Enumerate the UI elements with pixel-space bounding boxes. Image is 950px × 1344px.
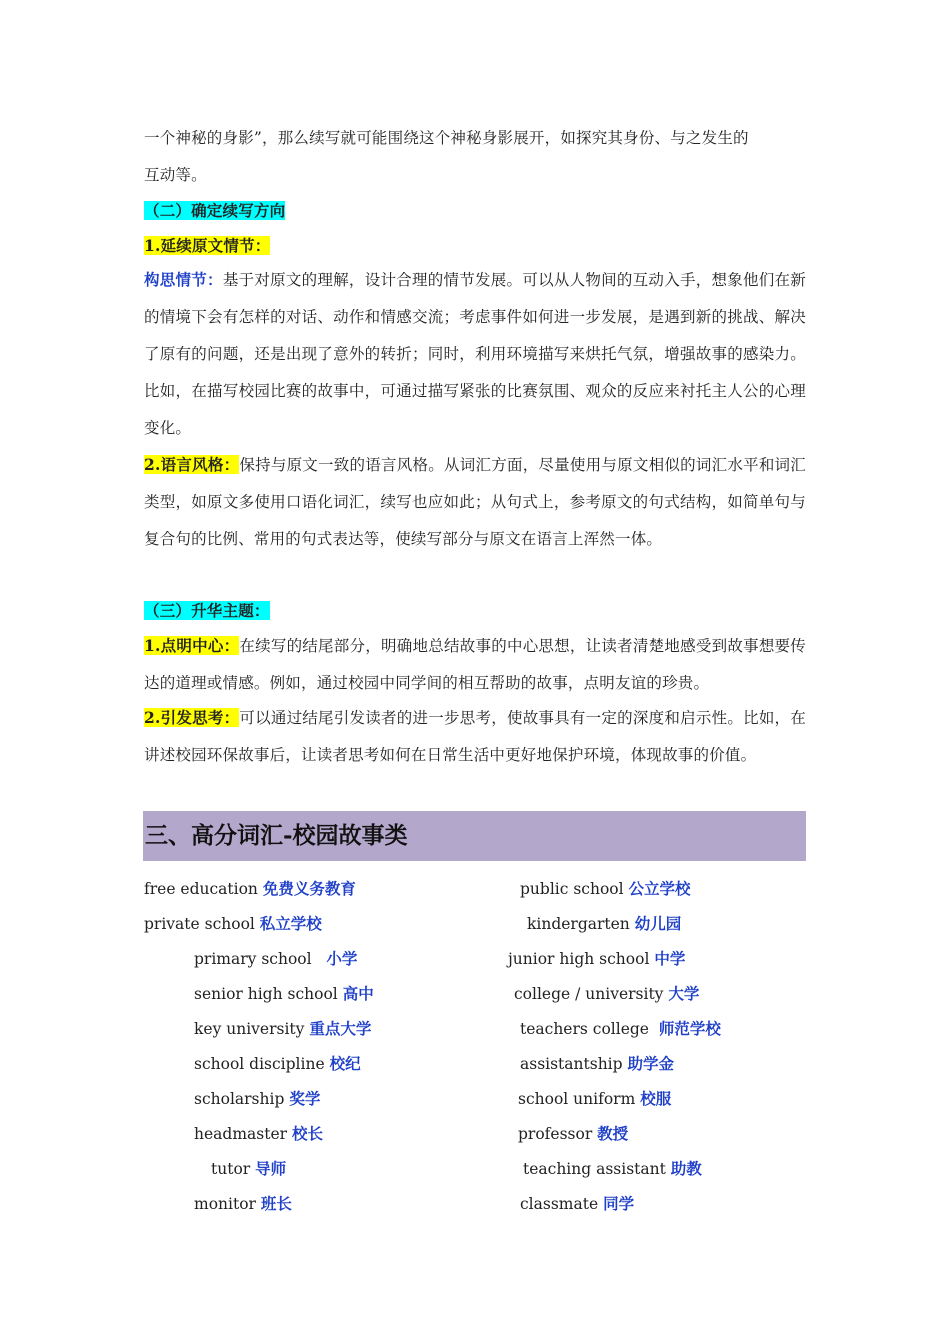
section-2-item-1-label: 1.延续原文情节： <box>144 236 271 255</box>
vocab-item: monitor 班长 <box>194 1194 292 1213</box>
plot-paragraph <box>144 261 806 447</box>
intro-line-2: 互动等。 <box>144 166 207 184</box>
vocab-item: private school 私立学校 <box>144 914 322 933</box>
plot-sub-label: 构思情节： <box>144 270 223 289</box>
theme-center-label: 1.点明中心： <box>144 636 240 655</box>
vocab-item: kindergarten 幼儿园 <box>527 914 682 933</box>
vocab-item: junior high school 中学 <box>508 949 686 968</box>
plot-text: 基于对原文的理解，设计合理的情节发展。可以从人物间的互动入手，想象他们在新的情境下会有怎样的对话、动作和情感交流；考虑事件如何进一步发展，是遇到新的挑战、解决了原有的问题，还是出现了意外的转折；同时，利用环境描写来烘托气氛，增强故事的感染力。比如，在描写校园比赛的故事中，可通过描写紧张的比赛氛围、观众的反应来衬托主人公的心理变化。 <box>144 271 806 437</box>
provoke-thought-label: 2.引发思考： <box>144 708 240 727</box>
language-style-text: 保持与原文一致的语言风格。从词汇方面，尽量使用与原文相似的词汇水平和词汇类型，如原文多使用口语化词汇，续写也应如此；从句式上，参考原文的句式结构，如简单句与复合句的比例、常用的句式表达等，使续写部分与原文在语言上浑然一体。 <box>144 456 807 548</box>
vocab-item: college / university 大学 <box>514 984 700 1003</box>
vocab-item: primary school 小学 <box>194 949 358 968</box>
vocab-item: teachers college 师范学校 <box>520 1019 721 1038</box>
vocab-heading-bar <box>143 811 806 861</box>
vocab-item: headmaster 校长 <box>194 1124 323 1143</box>
theme-center-text: 在续写的结尾部分，明确地总结故事的中心思想，让读者清楚地感受到故事想要传达的道理或情感。例如，通过校园中同学间的相互帮助的故事，点明友谊的珍贵。 <box>144 637 807 692</box>
intro-line-1: 一个神秘的身影”，那么续写就可能围绕这个神秘身影展开，如探究其身份、与之发生的 <box>144 129 749 147</box>
theme-center-paragraph <box>144 627 806 702</box>
vocab-item: free education 免费义务教育 <box>144 879 356 898</box>
section-2-heading: （二）确定续写方向 <box>144 201 286 220</box>
provoke-thought-paragraph <box>144 699 806 774</box>
vocab-item: assistantship 助学金 <box>520 1054 675 1073</box>
vocab-item: school uniform 校服 <box>518 1089 672 1108</box>
language-style-label: 2.语言风格： <box>144 455 240 474</box>
vocab-item: school discipline 校纪 <box>194 1054 361 1073</box>
vocab-item: classmate 同学 <box>520 1194 635 1213</box>
vocab-item: teaching assistant 助教 <box>523 1159 702 1178</box>
provoke-thought-text: 可以通过结尾引发读者的进一步思考，使故事具有一定的深度和启示性。比如，在讲述校园环保故事后，让读者思考如何在日常生活中更好地保护环境，体现故事的价值。 <box>144 709 807 764</box>
vocab-item: key university 重点大学 <box>194 1019 372 1038</box>
vocab-item: public school 公立学校 <box>520 879 691 898</box>
vocab-item: professor 教授 <box>518 1124 629 1143</box>
section-3-heading: （三）升华主题： <box>144 601 270 620</box>
vocab-item: senior high school 高中 <box>194 984 374 1003</box>
vocab-item: scholarship 奖学 <box>194 1089 321 1108</box>
vocab-item: tutor 导师 <box>211 1159 287 1178</box>
language-style-paragraph <box>144 446 806 558</box>
vocab-heading: 三、高分词汇-校园故事类 <box>145 822 408 849</box>
intro-paragraph <box>144 120 806 194</box>
